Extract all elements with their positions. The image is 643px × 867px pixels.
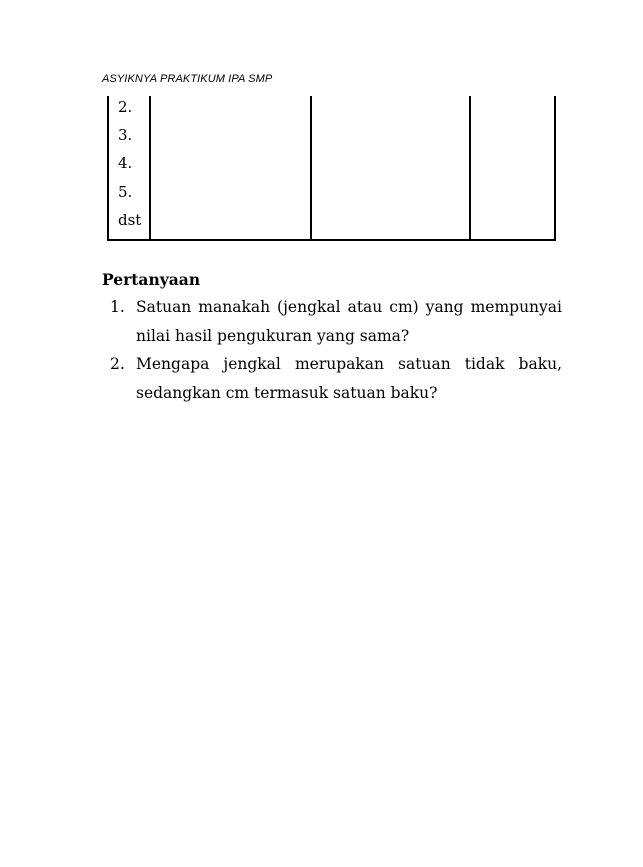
question-list (110, 293, 562, 407)
table-column-divider (149, 96, 151, 239)
question-item (110, 350, 562, 407)
question-number: 2. (110, 355, 125, 373)
table-row-number: dst (118, 211, 142, 229)
table-column-divider (310, 96, 312, 239)
table-row-number: 5. (118, 183, 133, 201)
table-row-number: 3. (118, 126, 133, 144)
question-text: Mengapa jengkal merupakan satuan tidak baku, sedangkan cm termasuk satuan baku? (136, 355, 562, 402)
question-number: 1. (110, 298, 125, 316)
section-title: Pertanyaan (102, 270, 201, 289)
table-row-number: 4. (118, 154, 133, 172)
table-column-divider (469, 96, 471, 239)
question-text: Satuan manakah (jengkal atau cm) yang mempunyai nilai hasil pengukuran yang sama? (136, 298, 562, 345)
observation-table (107, 96, 556, 241)
table-row-number: 2. (118, 98, 133, 116)
running-header: ASYIKNYA PRAKTIKUM IPA SMP (102, 73, 273, 85)
question-item (110, 293, 562, 350)
